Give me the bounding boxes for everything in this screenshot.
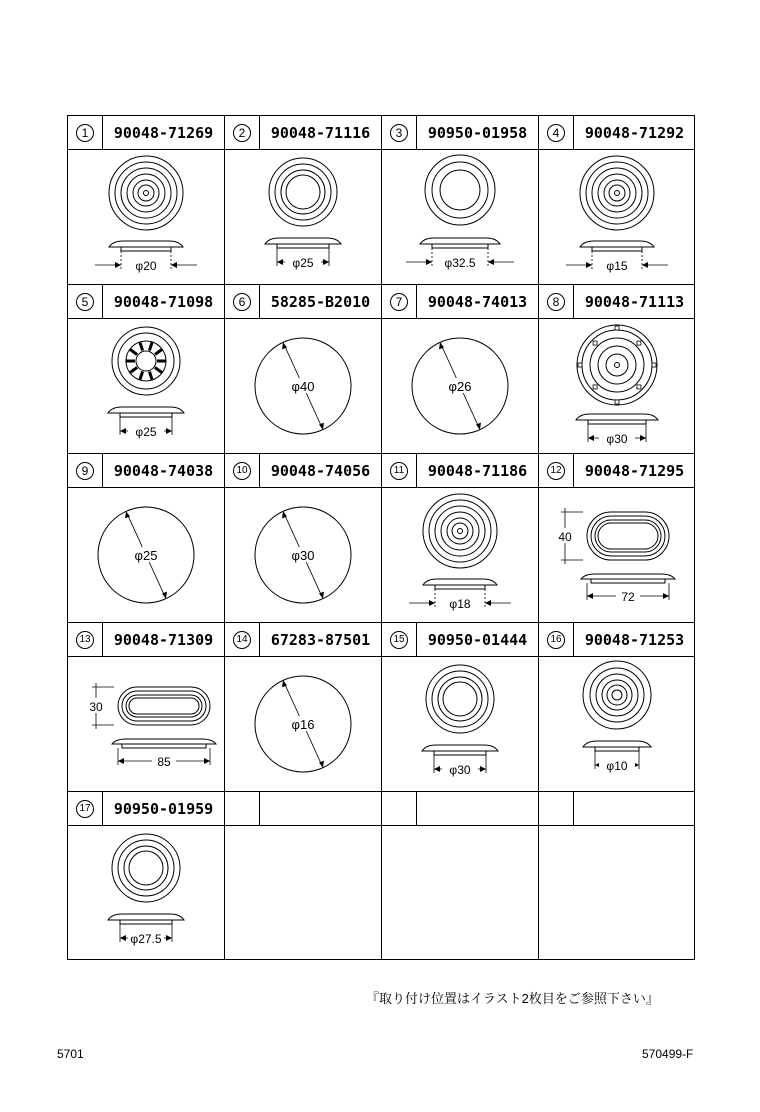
part-number-cell — [103, 623, 224, 657]
dimension-label: φ32.5 — [444, 256, 476, 270]
side-profile — [583, 741, 651, 773]
top-view — [269, 158, 337, 226]
side-profile — [265, 238, 341, 270]
part-number-cell — [260, 623, 381, 657]
item-number-badge: 1 — [76, 124, 94, 142]
disc-view — [98, 507, 194, 603]
item-number-badge: 8 — [547, 293, 565, 311]
side-profile — [108, 407, 184, 439]
part-illustration-cell — [539, 657, 695, 792]
top-view — [577, 325, 657, 405]
part-number-cell — [260, 792, 381, 826]
part-number-cell — [103, 285, 224, 319]
part-drawing — [539, 657, 695, 792]
dimension-label: φ30 — [606, 432, 628, 446]
part-illustration-cell — [225, 150, 381, 285]
item-number-badge: 16 — [547, 631, 565, 649]
part-number-cell — [417, 792, 538, 826]
part-number: 90048-71186 — [427, 461, 528, 480]
part-number: 90048-71098 — [113, 292, 214, 311]
item-number-cell — [539, 116, 574, 150]
item-number-badge: 4 — [547, 124, 565, 142]
part-number-cell — [417, 454, 538, 488]
dimension-label: φ10 — [606, 759, 628, 773]
part-illustration-cell — [225, 488, 381, 623]
item-number-badge: 11 — [390, 462, 408, 480]
disc-view — [412, 338, 508, 434]
page-code-right: 570499-F — [642, 1047, 694, 1061]
page-code-left: 5701 — [57, 1047, 84, 1061]
item-number-cell — [225, 116, 260, 150]
top-view — [583, 661, 651, 729]
item-number-badge: 2 — [233, 124, 251, 142]
part-illustration-cell — [68, 319, 224, 454]
part-illustration-cell — [382, 826, 538, 961]
item-number-badge: 12 — [547, 462, 565, 480]
part-drawing — [225, 488, 381, 623]
part-number-cell — [574, 116, 695, 150]
top-view — [112, 834, 180, 902]
part-illustration-cell — [539, 826, 695, 961]
part-number-cell — [574, 454, 695, 488]
item-number-badge: 13 — [76, 631, 94, 649]
disc-view — [255, 338, 351, 434]
part-drawing — [225, 150, 381, 285]
side-profile — [406, 238, 514, 270]
item-number-badge: 7 — [390, 293, 408, 311]
disc-view — [255, 507, 351, 603]
item-number-cell — [68, 792, 103, 826]
dimension-label: φ30 — [291, 548, 315, 563]
part-number: 90048-74013 — [427, 292, 528, 311]
dimension-label: φ25 — [135, 425, 157, 439]
item-number-cell — [382, 285, 417, 319]
item-number-badge: 3 — [390, 124, 408, 142]
item-number-cell — [539, 792, 574, 826]
part-number: 90950-01958 — [427, 123, 528, 142]
installation-note: 『取り付け位置はイラスト2枚目をご参照下さい』 — [366, 991, 659, 1006]
part-drawing — [539, 150, 695, 285]
dimension-label: φ16 — [291, 717, 315, 732]
item-number-badge: 5 — [76, 293, 94, 311]
part-number-cell — [574, 285, 695, 319]
item-number-cell — [382, 623, 417, 657]
part-number: 90950-01444 — [427, 630, 528, 649]
part-number: 90048-71113 — [584, 292, 685, 311]
dimension-label: φ18 — [449, 597, 471, 611]
item-number-badge: 15 — [390, 631, 408, 649]
part-number: 67283-87501 — [270, 630, 371, 649]
item-number-cell — [68, 116, 103, 150]
part-drawing — [539, 488, 695, 623]
part-illustration-cell — [225, 319, 381, 454]
parts-table — [67, 115, 695, 960]
dimension-label: φ26 — [448, 379, 472, 394]
part-number-cell — [260, 454, 381, 488]
part-number-cell — [417, 623, 538, 657]
part-number-cell — [260, 116, 381, 150]
item-number-cell — [225, 285, 260, 319]
top-view — [580, 156, 654, 230]
dimension-label: φ15 — [606, 259, 628, 273]
part-illustration-cell — [382, 488, 538, 623]
dimension-label: φ20 — [135, 259, 157, 273]
part-drawing — [68, 826, 224, 961]
part-number-cell — [103, 116, 224, 150]
part-number: 90048-71295 — [584, 461, 685, 480]
item-number-cell — [225, 792, 260, 826]
item-number-cell — [382, 792, 417, 826]
part-illustration-cell — [68, 488, 224, 623]
part-drawing — [382, 488, 538, 623]
item-number-badge: 17 — [76, 800, 94, 818]
part-illustration-cell — [68, 657, 224, 792]
part-number: 90048-71269 — [113, 123, 214, 142]
part-illustration-cell — [539, 488, 695, 623]
item-number-cell — [539, 623, 574, 657]
item-number-cell — [382, 454, 417, 488]
width-label: 72 — [621, 590, 635, 604]
part-drawing — [225, 319, 381, 454]
part-number: 90048-74056 — [270, 461, 371, 480]
part-number: 90048-71116 — [270, 123, 371, 142]
part-number: 90048-71292 — [584, 123, 685, 142]
height-label: 40 — [558, 530, 572, 544]
item-number-badge: 6 — [233, 293, 251, 311]
part-number-cell — [260, 285, 381, 319]
oval-view — [553, 508, 675, 604]
side-profile — [576, 414, 658, 446]
part-drawing — [539, 319, 695, 454]
item-number-cell — [68, 285, 103, 319]
part-illustration-cell — [382, 150, 538, 285]
part-illustration-cell — [539, 319, 695, 454]
part-number: 90048-71309 — [113, 630, 214, 649]
part-number-cell — [417, 285, 538, 319]
part-drawing — [68, 319, 224, 454]
item-number-cell — [225, 623, 260, 657]
part-illustration-cell — [68, 826, 224, 961]
part-number-cell — [417, 116, 538, 150]
item-number-cell — [382, 116, 417, 150]
side-profile — [95, 241, 197, 273]
part-drawing — [382, 319, 538, 454]
top-view — [112, 327, 180, 395]
part-drawing — [225, 657, 381, 792]
disc-view — [255, 676, 351, 772]
top-view — [423, 494, 497, 568]
side-profile — [566, 241, 668, 273]
dimension-label: φ27.5 — [130, 932, 162, 946]
part-drawing — [382, 657, 538, 792]
width-label: 85 — [157, 755, 171, 769]
part-number-cell — [103, 792, 224, 826]
part-illustration-cell — [382, 657, 538, 792]
item-number-cell — [225, 454, 260, 488]
dimension-label: φ40 — [291, 379, 315, 394]
part-number-cell — [574, 792, 695, 826]
part-illustration-cell — [382, 319, 538, 454]
part-drawing — [68, 488, 224, 623]
side-profile — [409, 579, 511, 611]
item-number-cell — [68, 454, 103, 488]
part-number-cell — [574, 623, 695, 657]
top-view — [109, 156, 183, 230]
item-number-cell — [539, 454, 574, 488]
part-drawing — [382, 150, 538, 285]
side-profile — [108, 914, 184, 946]
part-number-cell — [103, 454, 224, 488]
top-view — [426, 665, 494, 733]
part-illustration-cell — [225, 826, 381, 961]
dimension-label: φ25 — [292, 256, 314, 270]
part-drawing — [68, 657, 224, 792]
side-profile — [422, 745, 498, 777]
item-number-badge: 9 — [76, 462, 94, 480]
oval-view — [84, 683, 216, 769]
item-number-cell — [539, 285, 574, 319]
item-number-badge: 10 — [233, 462, 251, 480]
height-label: 30 — [89, 700, 103, 714]
part-number: 90048-71253 — [584, 630, 685, 649]
item-number-cell — [68, 623, 103, 657]
dimension-label: φ25 — [134, 548, 158, 563]
part-number: 90048-74038 — [113, 461, 214, 480]
top-view — [425, 155, 495, 225]
part-illustration-cell — [225, 657, 381, 792]
part-illustration-cell — [539, 150, 695, 285]
item-number-badge: 14 — [233, 631, 251, 649]
part-number: 90950-01959 — [113, 799, 214, 818]
part-number: 58285-B2010 — [270, 292, 371, 311]
dimension-label: φ30 — [449, 763, 471, 777]
part-illustration-cell — [68, 150, 224, 285]
part-drawing — [68, 150, 224, 285]
